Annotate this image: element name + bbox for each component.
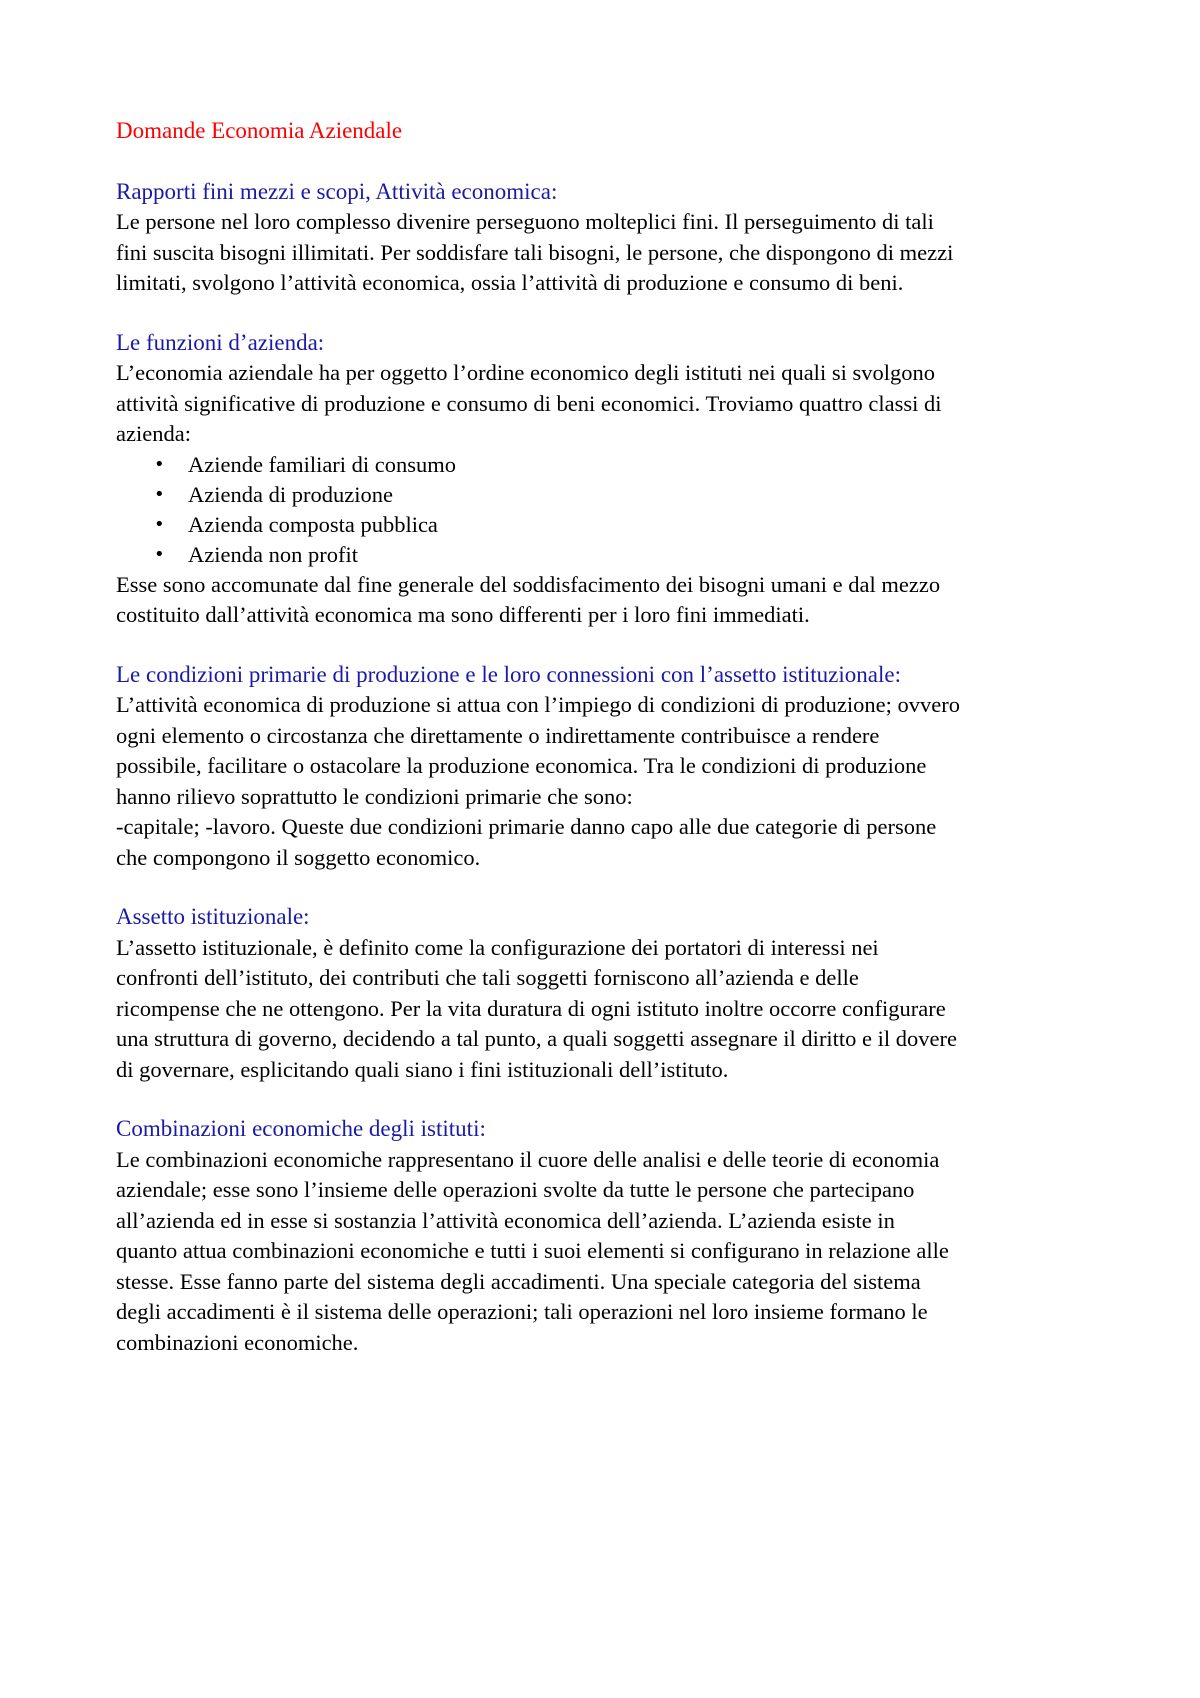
section-condizioni-primarie (116, 660, 1116, 874)
list-item-text: Azienda di produzione (188, 481, 393, 507)
section-heading: Assetto istituzionale: (116, 904, 310, 929)
bullet-icon: • (154, 513, 165, 535)
section-body-continued: Esse sono accomunate dal fine generale del soddisfacimento dei bisogni umani e dal mezzo costituito dall’attività economica ma sono differenti per i loro fini immediati. (116, 571, 941, 627)
section-heading: Combinazioni economiche degli istituti: (116, 1116, 486, 1141)
section-combinazioni-economiche (116, 1114, 1116, 1358)
list-item (116, 450, 1116, 480)
section-rapporti-fini-mezzi (116, 177, 1116, 299)
bullet-icon: • (154, 453, 165, 475)
document-title: Domande Economia Aziendale (116, 118, 403, 143)
section-heading: Rapporti fini mezzi e scopi, Attività economica: (116, 178, 558, 204)
document-page (116, 116, 1116, 1387)
list-item (116, 510, 1116, 540)
section-heading: Le funzioni d’azienda: (116, 329, 325, 355)
section-body: Le combinazioni economiche rappresentano il cuore delle analisi e delle teorie di economia aziendale; esse sono l’insieme delle operazioni svolte da tutte le persone che partecipano all’azienda ed in esse si sostanzia l’attività economica dell’azienda. L’azienda esiste in quanto attua combinazioni economiche e tutti i suoi elementi si configurano in relazione alle stesse. Esse fanno parte del sistema degli accadimenti. Una speciale categoria del sistema degli accadimenti è il sistema delle operazioni; tali operazioni nel loro insieme formano le combinazioni economiche. (116, 1146, 949, 1355)
list-item (116, 540, 1116, 570)
list-item-text: Azienda non profit (188, 541, 358, 567)
list-item-text: Azienda composta pubblica (188, 511, 438, 537)
section-heading: Le condizioni primarie di produzione e le loro connessioni con l’assetto istituzionale: (116, 661, 901, 687)
section-body: L’attività economica di produzione si attua con l’impiego di condizioni di produzione; ovvero ogni elemento o circostanza che direttamente o indirettamente contribuisce a rendere possibile, facilitare o ostacolare la produzione economica. Tra le condizioni di produzione hanno rilievo soprattutto le condizioni primarie che sono: -capitale; -lavoro. Queste due condizioni primarie danno capo alle due categorie di persone che compongono il soggetto economico. (116, 692, 960, 870)
section-body: L’economia aziendale ha per oggetto l’ordine economico degli istituti nei quali si svolgono attività significative di produzione e consumo di beni economici. Troviamo quattro classi di azienda: (116, 360, 942, 446)
section-funzioni-azienda (116, 328, 1116, 631)
section-body: Le persone nel loro complesso divenire perseguono molteplici fini. Il perseguimento di tali fini suscita bisogni illimitati. Per soddisfare tali bisogni, le persone, che dispongono di mezzi limitati, svolgono l’attività economica, ossia l’attività di produzione e consumo di beni. (116, 209, 954, 295)
bullet-list (116, 450, 1116, 570)
section-assetto-istituzionale (116, 902, 1116, 1085)
section-body: L’assetto istituzionale, è definito come la configurazione dei portatori di interessi nei confronti dell’istituto, dei contributi che tali soggetti forniscono all’azienda e delle ricompense che ne ottengono. Per la vita duratura di ogni istituto inoltre occorre configurare una struttura di governo, decidendo a tal punto, a quali soggetti assegnare il diritto e il dovere di governare, esplicitando quali siano i fini istituzionali dell’istituto. (116, 934, 958, 1082)
bullet-icon: • (154, 543, 165, 565)
list-item (116, 480, 1116, 510)
list-item-text: Aziende familiari di consumo (188, 451, 457, 477)
bullet-icon: • (154, 483, 165, 505)
